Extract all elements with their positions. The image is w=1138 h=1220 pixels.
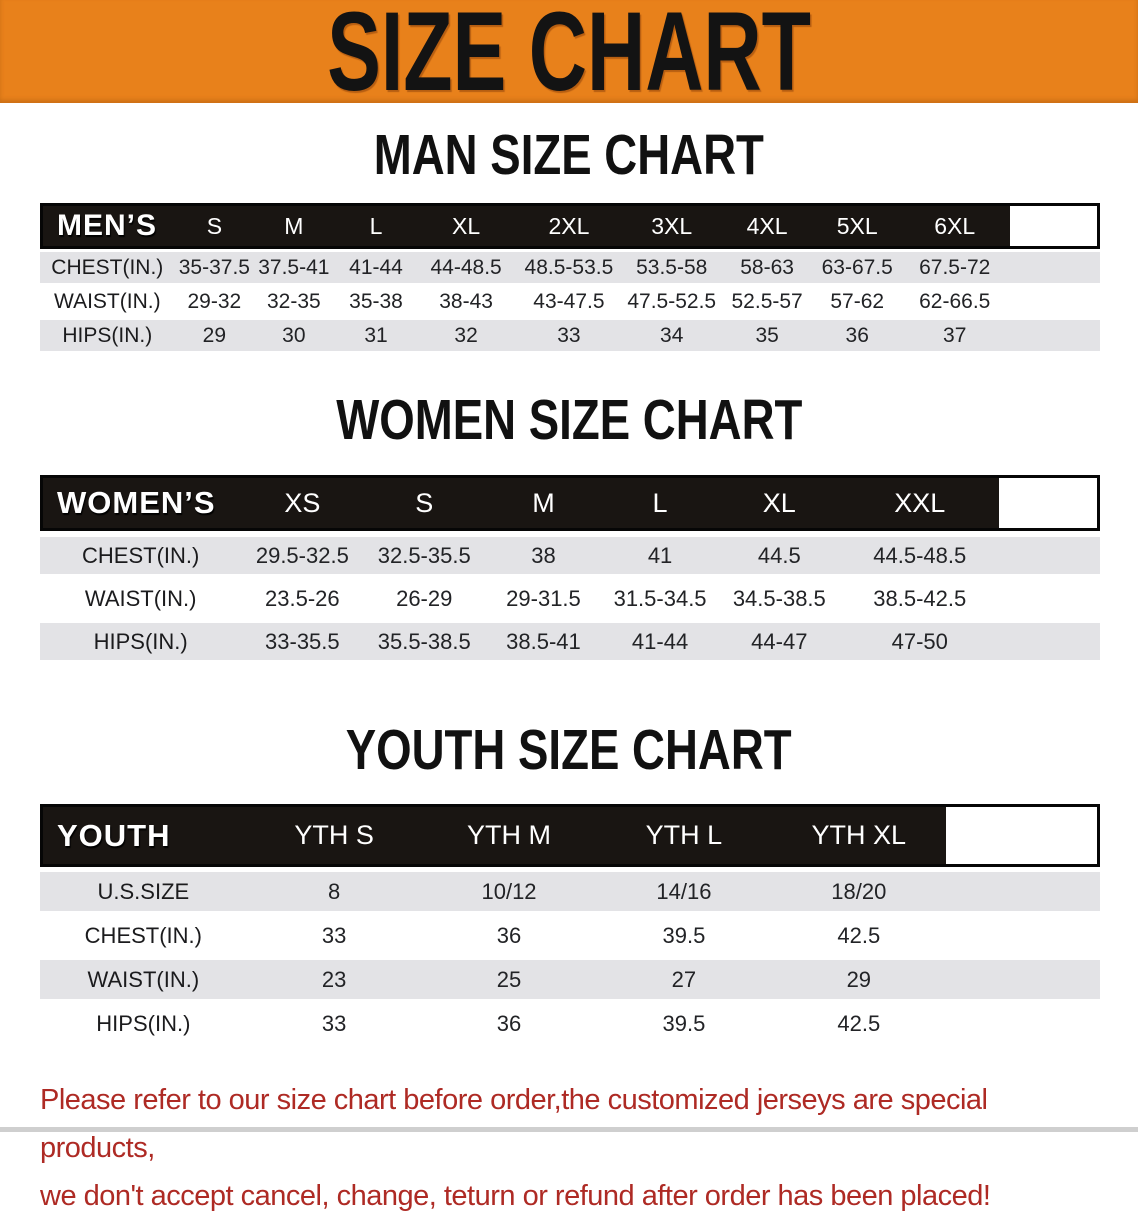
value-cell: 33: [514, 320, 624, 351]
value-cell: 38.5-42.5: [840, 580, 999, 617]
value-cell: 44-48.5: [418, 252, 513, 283]
section-women: [0, 388, 1138, 666]
value-cell: 10/12: [422, 872, 597, 911]
value-cell: 62-66.5: [900, 286, 1010, 317]
value-cell: 23: [247, 960, 422, 999]
row-label: HIPS(IN.): [40, 623, 241, 660]
value-cell: 33-35.5: [241, 623, 363, 660]
women-size-table: [40, 469, 1100, 666]
value-cell: 29-31.5: [485, 580, 602, 617]
value-cell: 58-63: [719, 252, 814, 283]
table-row: [40, 580, 1100, 617]
value-cell: 32: [418, 320, 513, 351]
row-label: WAIST(IN.): [40, 286, 175, 317]
size-column-header: 4XL: [719, 203, 814, 249]
row-spacer-cell: [946, 872, 1100, 911]
value-cell: 47.5-52.5: [624, 286, 719, 317]
row-spacer-cell: [946, 916, 1100, 955]
value-cell: 53.5-58: [624, 252, 719, 283]
size-chart-banner: [0, 0, 1138, 114]
youth-section-heading: [0, 718, 1138, 782]
value-cell: 32-35: [254, 286, 334, 317]
size-column-header: YTH S: [247, 804, 422, 867]
value-cell: 35-38: [334, 286, 419, 317]
women-section-heading: [0, 388, 1138, 452]
bottom-edge-strip: [0, 1127, 1138, 1132]
table-row: [40, 872, 1100, 911]
table-row: [40, 320, 1100, 351]
table-header-row: [40, 203, 1100, 249]
table-title-cell: YOUTH: [40, 804, 247, 867]
row-spacer-cell: [999, 580, 1100, 617]
value-cell: 29: [771, 960, 946, 999]
value-cell: 38.5-41: [485, 623, 602, 660]
value-cell: 38: [485, 537, 602, 574]
row-label: CHEST(IN.): [40, 252, 175, 283]
row-spacer-cell: [1010, 252, 1100, 283]
men-size-table: [40, 200, 1100, 354]
size-column-header: XL: [718, 475, 840, 531]
row-spacer-cell: [1010, 320, 1100, 351]
size-column-header: 2XL: [514, 203, 624, 249]
row-label: HIPS(IN.): [40, 320, 175, 351]
value-cell: 32.5-35.5: [363, 537, 485, 574]
size-column-header: YTH M: [422, 804, 597, 867]
order-policy-note: [40, 1076, 1100, 1220]
value-cell: 33: [247, 1004, 422, 1043]
row-spacer-cell: [999, 537, 1100, 574]
header-spacer-cell: [999, 475, 1100, 531]
value-cell: 42.5: [771, 1004, 946, 1043]
size-column-header: M: [485, 475, 602, 531]
table-row: [40, 916, 1100, 955]
page-title: SIZE CHART: [327, 0, 811, 114]
table-header-row: [40, 804, 1100, 867]
row-label: CHEST(IN.): [40, 916, 247, 955]
value-cell: 44.5: [718, 537, 840, 574]
value-cell: 42.5: [771, 916, 946, 955]
value-cell: 18/20: [771, 872, 946, 911]
header-spacer-cell: [1010, 203, 1100, 249]
value-cell: 35.5-38.5: [363, 623, 485, 660]
value-cell: 37: [900, 320, 1010, 351]
value-cell: 39.5: [596, 1004, 771, 1043]
row-spacer-cell: [946, 960, 1100, 999]
row-label: CHEST(IN.): [40, 537, 241, 574]
row-label: HIPS(IN.): [40, 1004, 247, 1043]
value-cell: 41-44: [334, 252, 419, 283]
value-cell: 14/16: [596, 872, 771, 911]
value-cell: 44-47: [718, 623, 840, 660]
table-header-row: [40, 475, 1100, 531]
value-cell: 41: [602, 537, 719, 574]
section-men: [0, 123, 1138, 354]
table-row: [40, 537, 1100, 574]
value-cell: 33: [247, 916, 422, 955]
header-spacer-cell: [946, 804, 1100, 867]
table-row: [40, 960, 1100, 999]
value-cell: 8: [247, 872, 422, 911]
section-youth: [0, 718, 1138, 1048]
value-cell: 36: [815, 320, 900, 351]
value-cell: 63-67.5: [815, 252, 900, 283]
size-column-header: S: [175, 203, 255, 249]
value-cell: 52.5-57: [719, 286, 814, 317]
men-section-heading-text: MAN SIZE CHART: [373, 123, 765, 187]
value-cell: 36: [422, 1004, 597, 1043]
value-cell: 30: [254, 320, 334, 351]
size-column-header: M: [254, 203, 334, 249]
order-policy-line-1: Please refer to our size chart before order,the customized jerseys are special products,: [40, 1084, 988, 1164]
youth-section-heading-text: YOUTH SIZE CHART: [346, 718, 792, 782]
row-spacer-cell: [946, 1004, 1100, 1043]
value-cell: 31: [334, 320, 419, 351]
size-column-header: L: [602, 475, 719, 531]
size-column-header: 5XL: [815, 203, 900, 249]
row-label: U.S.SIZE: [40, 872, 247, 911]
row-spacer-cell: [1010, 286, 1100, 317]
value-cell: 37.5-41: [254, 252, 334, 283]
order-policy-line-2: we don't accept cancel, change, teturn or refund after order has been placed!: [40, 1180, 991, 1212]
value-cell: 36: [422, 916, 597, 955]
size-column-header: YTH XL: [771, 804, 946, 867]
value-cell: 26-29: [363, 580, 485, 617]
value-cell: 67.5-72: [900, 252, 1010, 283]
size-column-header: XXL: [840, 475, 999, 531]
size-column-header: 6XL: [900, 203, 1010, 249]
value-cell: 35: [719, 320, 814, 351]
men-section-heading: [0, 123, 1138, 187]
value-cell: 38-43: [418, 286, 513, 317]
row-label: WAIST(IN.): [40, 960, 247, 999]
value-cell: 34.5-38.5: [718, 580, 840, 617]
table-row: [40, 286, 1100, 317]
value-cell: 25: [422, 960, 597, 999]
value-cell: 29: [175, 320, 255, 351]
row-label: WAIST(IN.): [40, 580, 241, 617]
value-cell: 57-62: [815, 286, 900, 317]
value-cell: 43-47.5: [514, 286, 624, 317]
size-column-header: YTH L: [596, 804, 771, 867]
value-cell: 31.5-34.5: [602, 580, 719, 617]
table-row: [40, 1004, 1100, 1043]
value-cell: 44.5-48.5: [840, 537, 999, 574]
size-column-header: 3XL: [624, 203, 719, 249]
table-title-cell: MEN’S: [40, 203, 175, 249]
table-row: [40, 252, 1100, 283]
table-row: [40, 623, 1100, 660]
row-spacer-cell: [999, 623, 1100, 660]
size-column-header: XL: [418, 203, 513, 249]
value-cell: 47-50: [840, 623, 999, 660]
table-title-cell: WOMEN’S: [40, 475, 241, 531]
youth-size-table: [40, 799, 1100, 1048]
value-cell: 27: [596, 960, 771, 999]
value-cell: 48.5-53.5: [514, 252, 624, 283]
women-section-heading-text: WOMEN SIZE CHART: [335, 388, 803, 452]
size-column-header: L: [334, 203, 419, 249]
size-column-header: S: [363, 475, 485, 531]
size-column-header: XS: [241, 475, 363, 531]
value-cell: 23.5-26: [241, 580, 363, 617]
value-cell: 29-32: [175, 286, 255, 317]
value-cell: 34: [624, 320, 719, 351]
value-cell: 29.5-32.5: [241, 537, 363, 574]
value-cell: 35-37.5: [175, 252, 255, 283]
value-cell: 39.5: [596, 916, 771, 955]
value-cell: 41-44: [602, 623, 719, 660]
